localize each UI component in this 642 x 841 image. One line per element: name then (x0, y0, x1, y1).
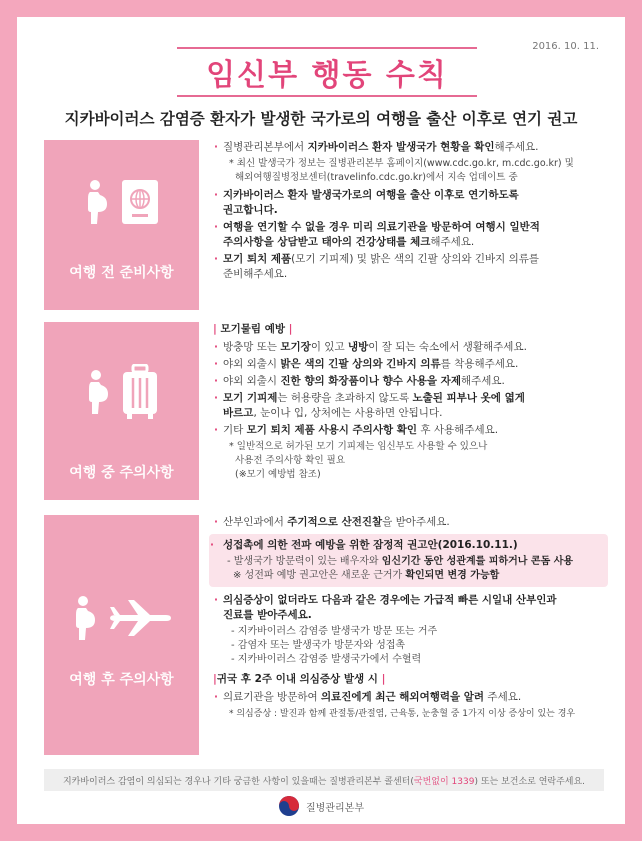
airplane-icon (108, 598, 172, 638)
section-after-icons (44, 595, 199, 641)
list-item: · 방충망 또는 모기장이 있고 냉방이 잘 되는 숙소에서 생활해주세요. (213, 340, 608, 355)
section-after-content (213, 515, 608, 721)
list-item: · 의료기관을 방문하여 의료진에게 최근 해외여행력을 알려 주세요. (213, 690, 608, 705)
title-box (177, 47, 477, 97)
list-item: · 모기 기피제는 허용량을 초과하지 않도록 노출된 피부나 옷에 엷게 바르고, 눈이나 입, 상처에는 사용하면 안됩니다. (213, 391, 608, 421)
section-before-content (213, 140, 608, 284)
section-before-panel (44, 140, 199, 310)
section-during-panel (44, 322, 199, 500)
page-title: 임신부 행동 수칙 (206, 58, 448, 93)
list-item: · 기타 모기 퇴치 제품 사용시 주의사항 확인 후 사용해주세요. (213, 423, 608, 438)
pregnant-woman-icon (72, 595, 98, 641)
advisory-line: ※ 성전파 예방 권고안은 새로운 근거가 확인되면 변경 가능함 (233, 570, 500, 581)
list-item: · 야외 외출시 진한 향의 화장품이나 향수 사용을 자제해주세요. (213, 374, 608, 389)
section-before-icons (44, 178, 199, 226)
issue-date: 2016. 10. 11. (532, 41, 599, 52)
suitcase-icon (121, 364, 159, 420)
section-heading: | 모기물림 예방 | (213, 323, 293, 335)
list-item: · 모기 퇴치 제품(모기 기피제) 및 밝은 색의 긴팔 상의와 긴바지 의류를 준비해주세요. (213, 252, 608, 282)
note-line: * 의심증상 : 발진과 함께 관절통/관절염, 근육통, 눈충혈 중 1가지 이상 증상이 있는 경우 (229, 709, 576, 719)
note-line: (※모기 예방법 참조) (235, 469, 321, 480)
section-after-panel (44, 515, 199, 755)
list-item: · 야외 외출시 밝은 색의 긴팔 상의와 긴바지 의류를 착용해주세요. (213, 357, 608, 372)
dash-item: - 감염자 또는 발생국가 방문자와 성접촉 (231, 640, 406, 651)
list-item: · 의심증상이 없더라도 다음과 같은 경우에는 가급적 빠른 시일내 산부인과 진료를 받아주세요. (213, 593, 608, 623)
pregnant-woman-icon (84, 179, 110, 225)
section-during-label: 여행 중 주의사항 (69, 465, 174, 481)
organization-name: 질병관리본부 (306, 802, 364, 814)
section-during-content (213, 322, 608, 482)
poster (17, 17, 625, 824)
list-item: · 산부인과에서 주기적으로 산전진찰을 받아주세요. (213, 515, 608, 530)
contact-note: 지카바이러스 감염이 의심되는 경우나 기타 궁금한 사항이 있을때는 질병관리본부 콜센터( 국번없이 1339 ) 또는 보건소로 연락주세요. (44, 769, 604, 791)
advisory-title: · 성접촉에 의한 전파 예방을 위한 잠정적 권고안(2016.10.11.) (209, 538, 602, 553)
section-heading: |귀국 후 2주 이내 의심증상 발생 시 | (213, 673, 386, 685)
advisory-box (209, 534, 608, 587)
section-before-label: 여행 전 준비사항 (69, 265, 174, 281)
taegeuk-logo-icon (278, 795, 300, 817)
list-item: · 지카바이러스 환자 발생국가로의 여행을 출산 이후로 연기하도록 권고합니다. (213, 188, 608, 218)
advisory-line: - 발생국가 방문력이 있는 배우자와 임신기간 동안 성관계를 피하거나 콘돔 사용 (227, 556, 574, 567)
organization-footer (17, 795, 625, 817)
passport-icon (120, 178, 160, 226)
note-line: * 최신 발생국가 정보는 질병관리본부 홈페이지(www.cdc.go.kr, m.cdc.go.kr) 및 (229, 158, 574, 169)
note-line: 해외여행질병정보센터(travelinfo.cdc.go.kr)에서 지속 업데이트 중 (235, 172, 518, 183)
section-after-label: 여행 후 주의사항 (69, 672, 174, 688)
list-item: · 질병관리본부에서 지카바이러스 환자 발생국가 현황을 확인해주세요. (213, 140, 608, 155)
page-subtitle: 지카바이러스 감염증 환자가 발생한 국가로의 여행을 출산 이후로 연기 권고 (64, 110, 578, 128)
list-item: · 여행을 연기할 수 없을 경우 미리 의료기관을 방문하여 여행시 일반적 주의사항을 상담받고 태아의 건강상태를 체크해주세요. (213, 220, 608, 250)
note-line: 사용전 주의사항 확인 필요 (235, 455, 346, 466)
dash-item: - 지카바이러스 감염증 발생국가에서 수혈력 (231, 654, 422, 665)
note-line: * 일반적으로 허가된 모기 기피제는 임신부도 사용할 수 있으나 (229, 441, 488, 452)
dash-item: - 지카바이러스 감염증 발생국가 방문 또는 거주 (231, 626, 438, 637)
pregnant-woman-icon (85, 369, 111, 415)
section-during-icons (44, 364, 199, 420)
